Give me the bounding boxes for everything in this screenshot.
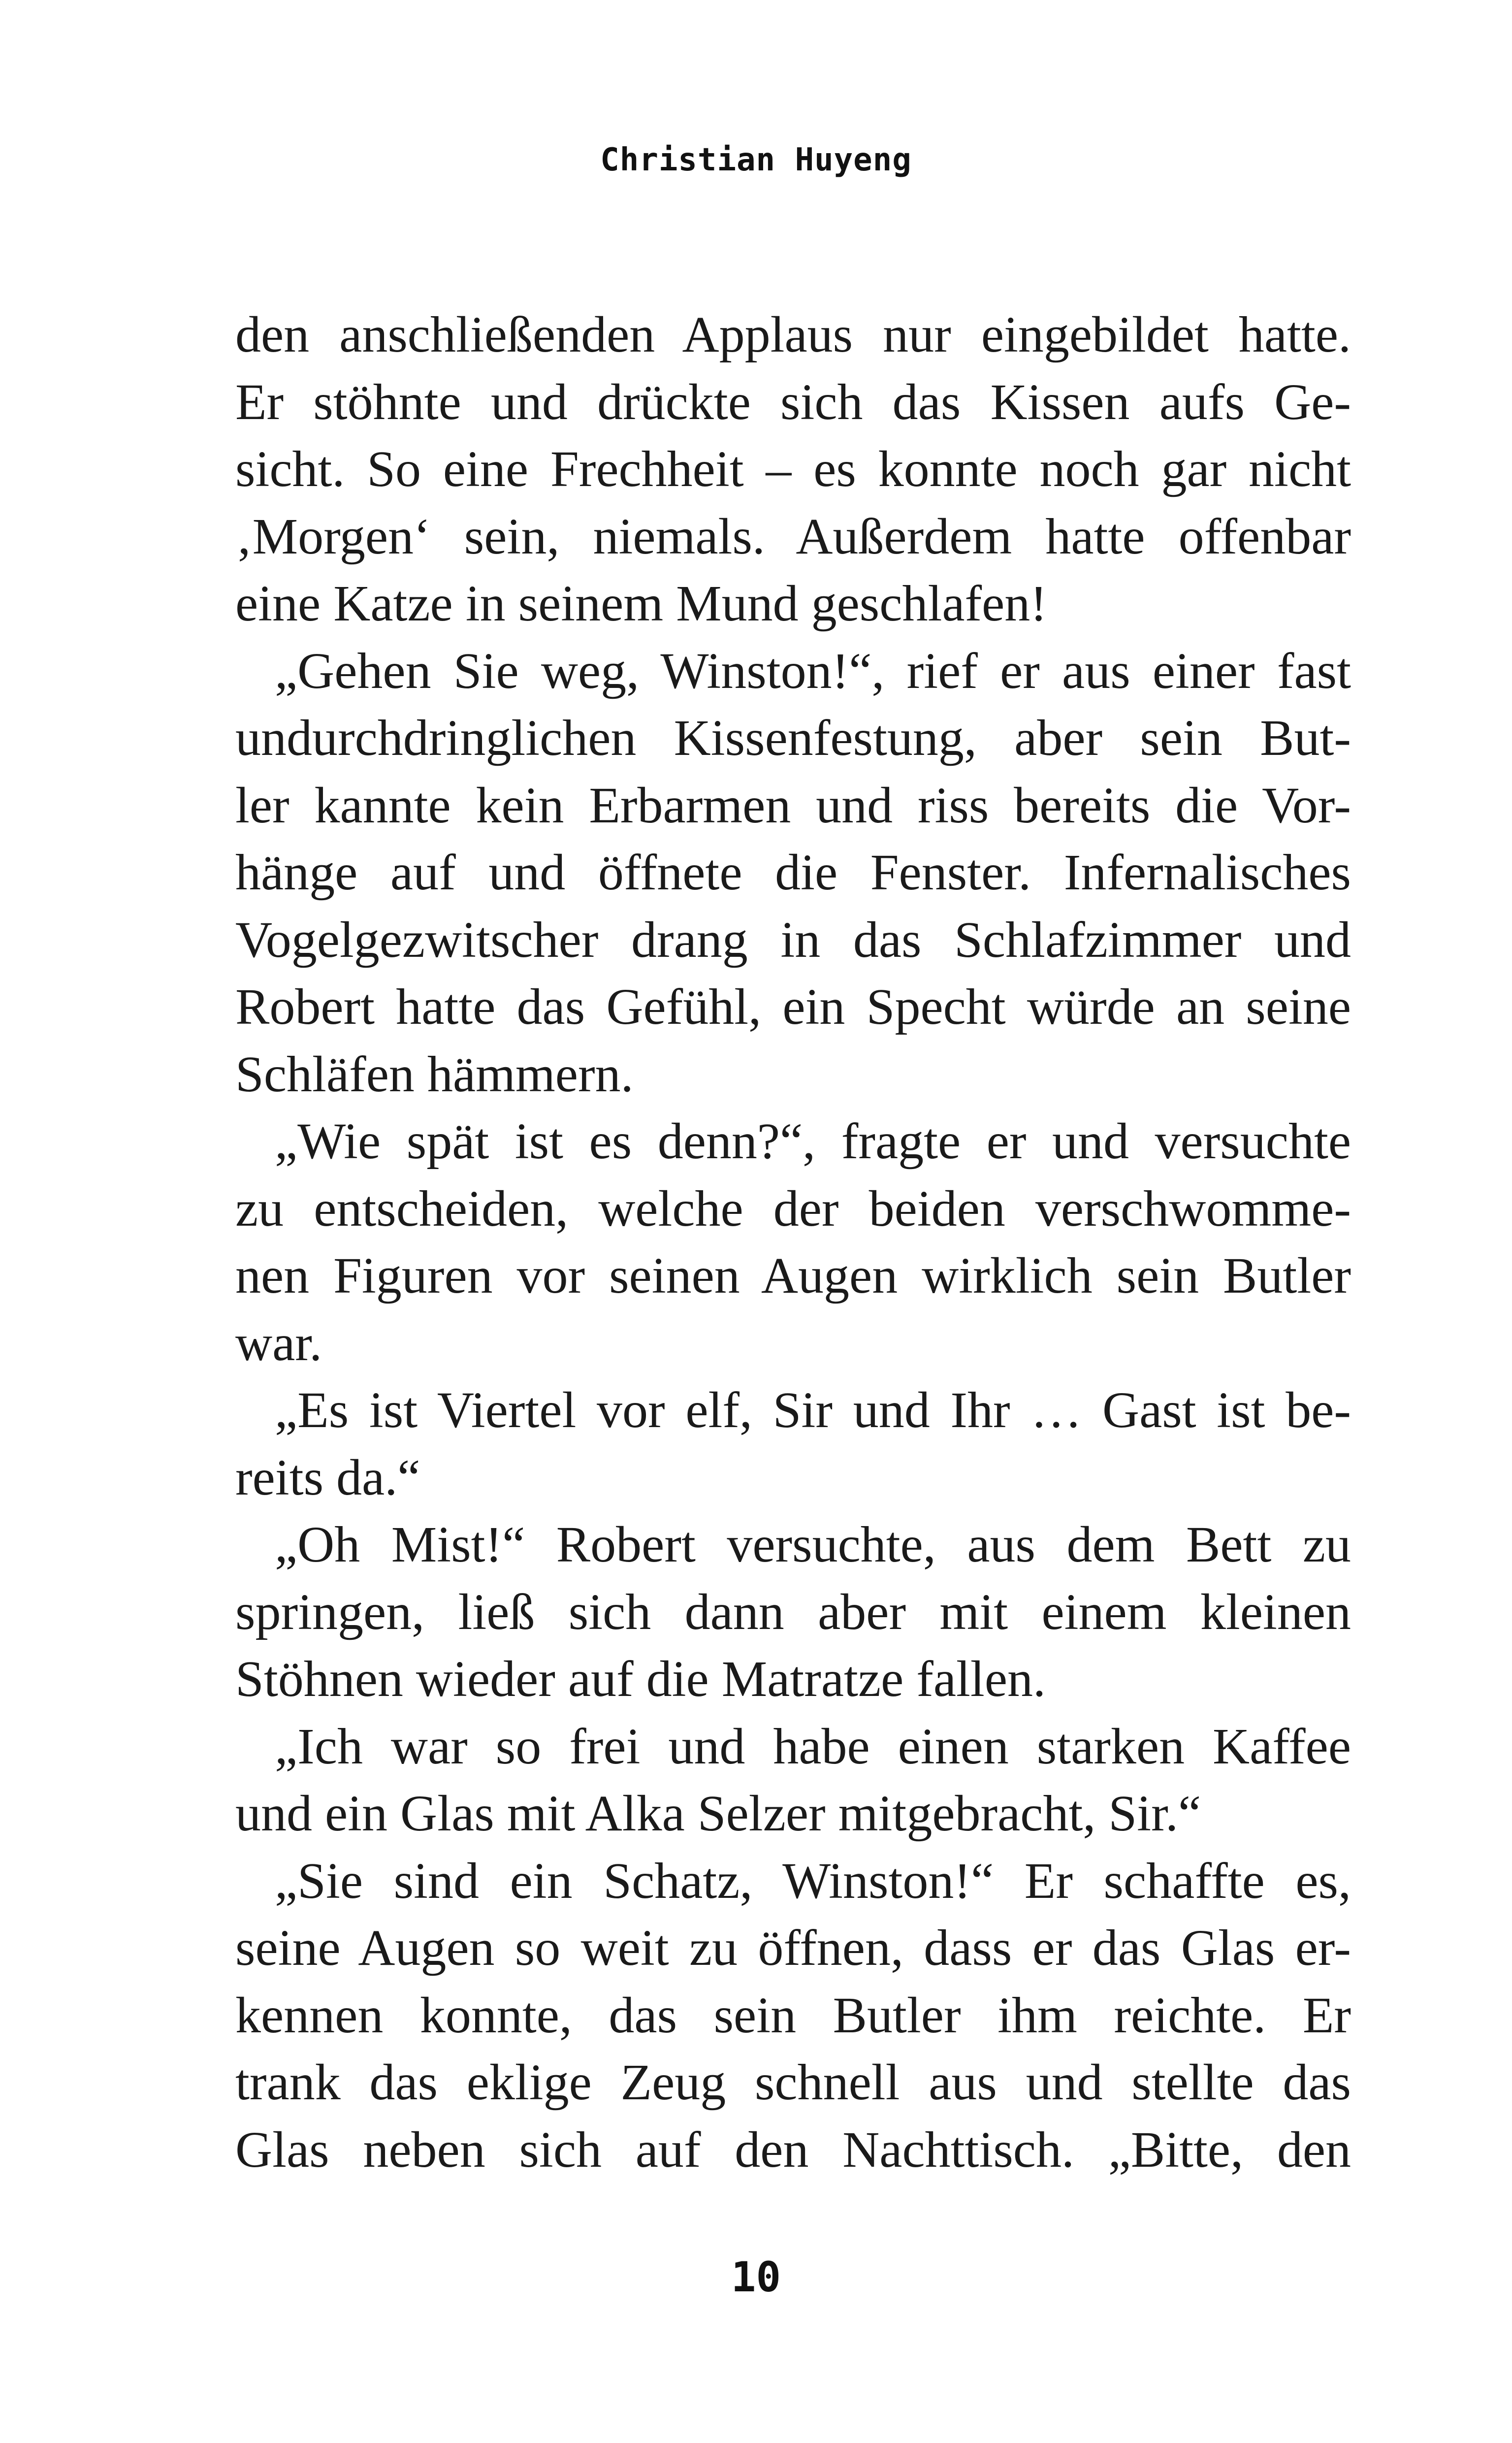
text-line: hänge auf und öffnete die Fenster. Infernalisches (235, 844, 1351, 901)
text-line: Glas neben sich auf den Nachttisch. „Bitte, den (235, 2121, 1351, 2178)
text-line: ‚Morgen‘ sein, niemals. Außerdem hatte offenbar (235, 508, 1351, 565)
page-number: 10 (731, 2253, 781, 2301)
text-line: springen, ließ sich dann aber mit einem kleinen (235, 1583, 1351, 1640)
text-line: kennen konnte, das sein Butler ihm reichte. Er (235, 1987, 1351, 2044)
text-line: „Gehen Sie weg, Winston!“, rief er aus einer fast (275, 642, 1351, 699)
text-line: „Es ist Viertel vor elf, Sir und Ihr … Gast ist be- (275, 1382, 1351, 1438)
text-line: nen Figuren vor seinen Augen wirklich sein Butler (235, 1247, 1351, 1304)
text-line: Stöhnen wieder auf die Matratze fallen. (235, 1651, 1046, 1707)
text-line: Er stöhnte und drückte sich das Kissen aufs Ge- (235, 373, 1351, 430)
text-line: reits da.“ (235, 1449, 420, 1506)
text-line: Vogelgezwitscher drang in das Schlafzimmer und (235, 911, 1351, 968)
body-text (235, 301, 1351, 2183)
text-line: trank das eklige Zeug schnell aus und stellte das (235, 2054, 1351, 2111)
text-line: seine Augen so weit zu öffnen, dass er das Glas er- (235, 1920, 1351, 1976)
text-line: „Sie sind ein Schatz, Winston!“ Er schaffte es, (275, 1852, 1351, 1909)
text-line: sicht. So eine Frechheit – es konnte noch gar nicht (235, 441, 1351, 497)
text-line: und ein Glas mit Alka Selzer mitgebracht, Sir.“ (235, 1785, 1201, 1842)
text-line: ler kannte kein Erbarmen und riss bereits die Vor- (235, 777, 1351, 834)
text-line: zu entscheiden, welche der beiden verschwomme- (235, 1180, 1351, 1237)
text-line: Robert hatte das Gefühl, ein Specht würde an seine (235, 978, 1351, 1035)
text-line: Schläfen hämmern. (235, 1045, 634, 1103)
text-line: war. (235, 1314, 322, 1371)
text-line: eine Katze in seinem Mund geschlafen! (235, 575, 1047, 632)
text-line: „Wie spät ist es denn?“, fragte er und versuchte (275, 1113, 1351, 1170)
running-head-author: Christian Huyeng (600, 142, 912, 178)
text-line: „Oh Mist!“ Robert versuchte, aus dem Bett zu (275, 1516, 1351, 1573)
text-line: undurchdringlichen Kissenfestung, aber sein But- (235, 710, 1351, 766)
text-line: den anschließenden Applaus nur eingebildet hatte. (235, 306, 1351, 363)
text-line: „Ich war so frei und habe einen starken Kaffee (275, 1718, 1351, 1775)
